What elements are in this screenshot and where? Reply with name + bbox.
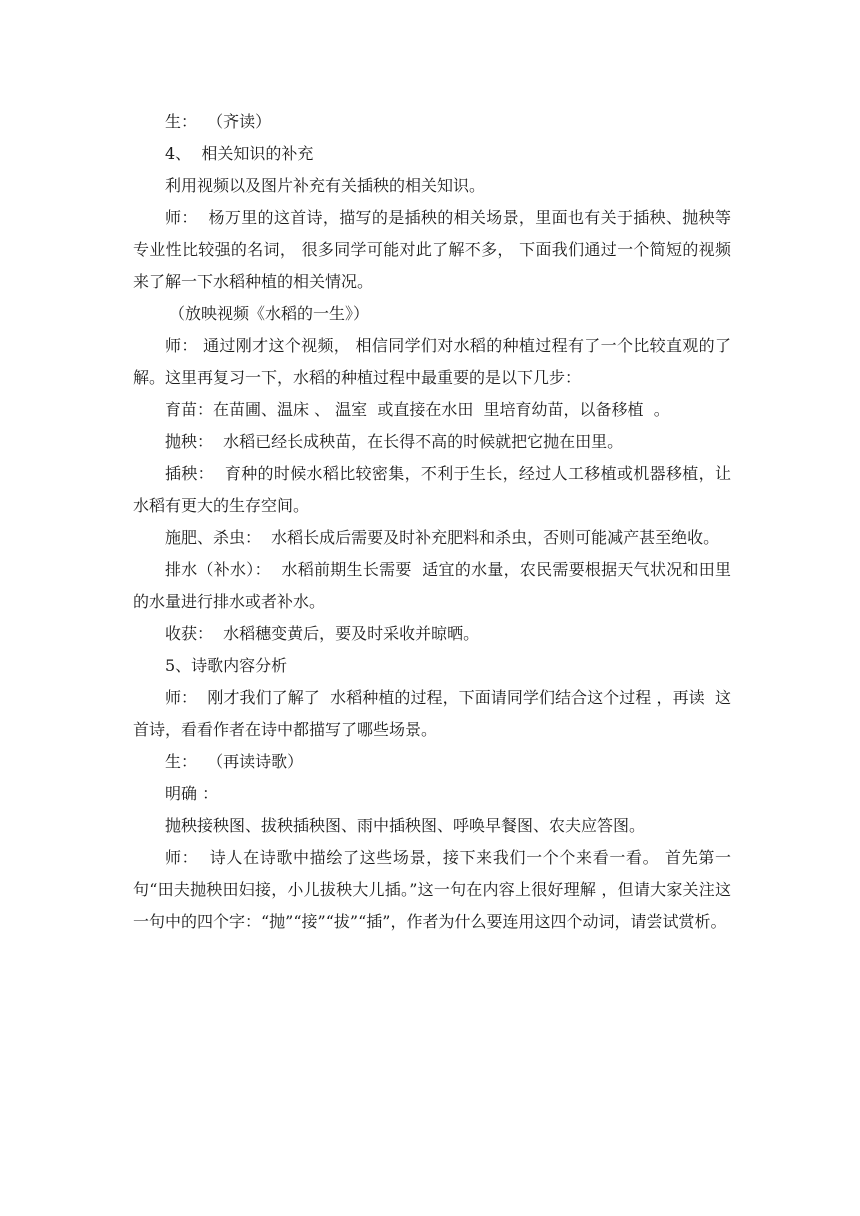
paragraph-student-reread: 生： （再读诗歌） (165, 752, 304, 771)
paragraph-step-harvest: 收获： 水稻穗变黄后，要及时采收并晾晒。 (165, 624, 480, 643)
section-heading-4: 4、 相关知识的补充 (165, 144, 314, 163)
paragraph-teacher-analysis: 师： 诗人在诗歌中描绘了这些场景，接下来我们一个个来看一看。 首先第一句“田夫抛秧田妇接，小儿拔秧大儿插。”这一句在内容上很好理解 ，但请大家关注这一句中的四个字：“抛”“接”“拔”“插”，作者为什么要连用这四个动词，请尝试赏析。 (133, 848, 731, 931)
paragraph-step-seedling: 育苗：在苗圃、温床 、 温室 或直接在水田 里培育幼苗，以备移植 。 (165, 400, 670, 419)
paragraph-supplement: 利用视频以及图片补充有关插秧的相关知识。 (165, 176, 486, 195)
paragraph-clarify: 明确 ： (165, 784, 219, 803)
paragraph-teacher-intro: 师： 杨万里的这首诗，描写的是插秧的相关场景，里面也有关于插秧、抛秧等专业性比较强的名词， 很多同学可能对此了解不多， 下面我们通过一个简短的视频来了解一下水稻种植的相关情况。 (133, 208, 731, 291)
paragraph-teacher-review: 师： 通过刚才这个视频， 相信同学们对水稻的种植过程有了一个比较直观的了解。这里再复习一下，水稻的种植过程中最重要的是以下几步： (133, 336, 731, 387)
section-heading-5: 5、诗歌内容分析 (165, 656, 288, 675)
paragraph-teacher-reread: 师： 刚才我们了解了 水稻种植的过程，下面请同学们结合这个过程 ，再读 这首诗，看看作者在诗中都描写了哪些场景。 (133, 688, 731, 739)
paragraph-student-reads: 生： （齐读） (165, 112, 272, 131)
paragraph-video: （放映视频《水稻的一生》） (169, 304, 370, 323)
paragraph-step-transplant: 插秧： 育种的时候水稻比较密集，不利于生长，经过人工移植或机器移植，让水稻有更大的生存空间。 (133, 464, 731, 515)
paragraph-scenes: 抛秧接秧图、拔秧插秧图、雨中插秧图、呼唤早餐图、农夫应答图。 (165, 816, 646, 835)
paragraph-step-throw: 抛秧： 水稻已经长成秧苗，在长得不高的时候就把它抛在田里。 (165, 432, 624, 451)
paragraph-step-fertilize: 施肥、杀虫： 水稻长成后需要及时补充肥料和杀虫，否则可能减产甚至绝收。 (165, 528, 720, 547)
paragraph-step-drainage: 排水（补水）： 水稻前期生长需要 适宜的水量，农民需要根据天气状况和田里的水量进行排水或者补水。 (133, 560, 731, 611)
document-body (133, 106, 731, 938)
